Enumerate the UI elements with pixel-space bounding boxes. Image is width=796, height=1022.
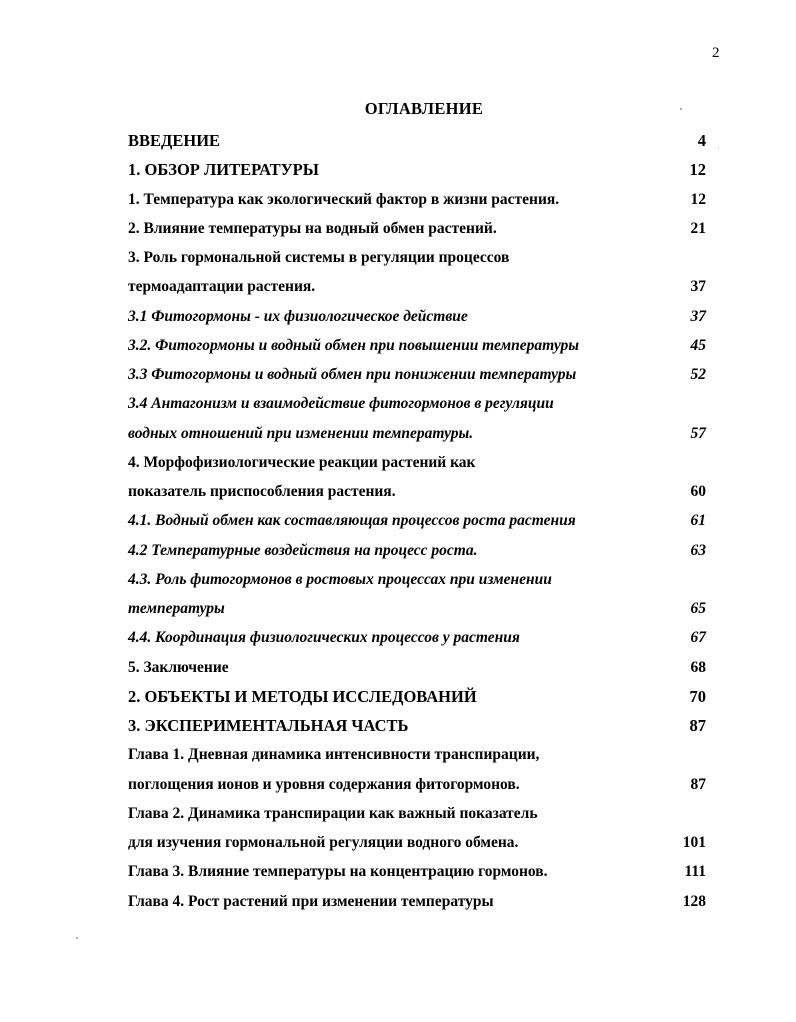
toc-entry bbox=[128, 887, 706, 916]
toc-entry bbox=[128, 331, 706, 360]
toc-entry-page: 52 bbox=[690, 366, 706, 383]
toc-entry bbox=[128, 799, 706, 828]
toc-entry bbox=[128, 477, 706, 506]
toc-entry-text: поглощения ионов и уровня содержания фитогормонов. bbox=[128, 775, 520, 793]
toc-entry-page: 65 bbox=[690, 600, 706, 617]
toc-entry-literature-review bbox=[128, 155, 706, 184]
toc-entry-text: 3. Роль гормональной системы в регуляции процессов bbox=[128, 249, 510, 266]
scan-speck bbox=[76, 937, 78, 939]
toc-entry-text: 4.4. Координация физиологических процессов у растения bbox=[128, 629, 520, 647]
scan-speck bbox=[680, 108, 682, 110]
toc-entry-text: 2. Влияние температуры на водный обмен растений. bbox=[128, 219, 497, 237]
toc-entry-page: 111 bbox=[684, 863, 706, 881]
toc-entry bbox=[128, 770, 706, 799]
toc-entry bbox=[128, 506, 706, 535]
toc-entry-introduction bbox=[128, 126, 706, 155]
toc-entry-text: 4.1. Водный обмен как составляющая процессов роста растения bbox=[128, 512, 576, 530]
page-number: 2 bbox=[712, 45, 720, 61]
toc-entry bbox=[128, 857, 706, 886]
toc-entry bbox=[128, 185, 706, 214]
toc-entry-text: 1. ОБЗОР ЛИТЕРАТУРЫ bbox=[128, 160, 319, 180]
toc-title: ОГЛАВЛЕНИЕ bbox=[364, 99, 484, 118]
toc-entry bbox=[128, 214, 706, 243]
table-of-contents bbox=[128, 126, 706, 916]
toc-entry-page: 12 bbox=[690, 190, 706, 208]
toc-entry-text: Глава 3. Влияние температуры на концентрацию гормонов. bbox=[128, 863, 548, 881]
toc-entry-page: 101 bbox=[682, 834, 706, 851]
toc-entry-page: 37 bbox=[690, 278, 706, 296]
toc-entry-text: 4.3. Роль фитогормонов в ростовых процессах при изменении bbox=[128, 570, 552, 588]
toc-entry-text: показатель приспособления растения. bbox=[128, 483, 396, 500]
toc-entry-text: 2. ОБЪЕКТЫ И МЕТОДЫ ИССЛЕДОВАНИЙ bbox=[128, 686, 477, 706]
toc-entry-text: термоадаптации растения. bbox=[128, 278, 316, 296]
toc-entry-page: 128 bbox=[682, 892, 706, 910]
toc-entry-text: 4.2 Температурные воздействия на процесс роста. bbox=[128, 541, 478, 559]
toc-entry-text: для изучения гормональной регуляции водного обмена. bbox=[128, 834, 519, 851]
toc-entry bbox=[128, 419, 706, 448]
toc-entry bbox=[128, 302, 706, 331]
toc-entry-text: 3.1 Фитогормоны - их физиологическое действие bbox=[128, 307, 468, 325]
toc-entry-text: 3.4 Антагонизм и взаимодействие фитогормонов в регуляции bbox=[128, 395, 554, 413]
toc-entry-text: ВВЕДЕНИЕ bbox=[128, 131, 221, 150]
toc-entry-page: 87 bbox=[689, 716, 706, 735]
toc-entry bbox=[128, 594, 706, 623]
toc-entry-page: 63 bbox=[690, 541, 706, 559]
toc-entry-text: Глава 1. Дневная динамика интенсивности транспирации, bbox=[128, 746, 540, 764]
toc-entry-text: 3.3 Фитогормоны и водный обмен при понижении температуры bbox=[128, 366, 577, 383]
toc-entry-page: 37 bbox=[690, 307, 706, 325]
toc-entry-page: 57 bbox=[690, 424, 706, 442]
toc-entry-page: 60 bbox=[690, 483, 706, 500]
toc-entry-page: 67 bbox=[690, 629, 706, 647]
toc-entry-text: 5. Заключение bbox=[128, 658, 229, 676]
toc-entry-page: 12 bbox=[689, 160, 706, 180]
toc-entry-text: 1. Температура как экологический фактор в жизни растения. bbox=[128, 190, 560, 208]
toc-entry bbox=[128, 360, 706, 389]
scan-speck bbox=[718, 148, 719, 149]
toc-entry bbox=[128, 243, 706, 272]
toc-entry bbox=[128, 653, 706, 682]
toc-entry-experimental-part bbox=[128, 711, 706, 740]
toc-entry-text: Глава 4. Рост растений при изменении температуры bbox=[128, 892, 494, 910]
toc-entry-page: 21 bbox=[690, 219, 706, 237]
toc-entry-text: 4. Морфофизиологические реакции растений как bbox=[128, 453, 476, 471]
toc-entry bbox=[128, 448, 706, 477]
toc-entry-text: водных отношений при изменении температуры. bbox=[128, 424, 474, 442]
toc-entry-text: 3. ЭКСПЕРИМЕНТАЛЬНАЯ ЧАСТЬ bbox=[128, 716, 409, 735]
toc-entry-page: 87 bbox=[690, 775, 706, 793]
toc-entry bbox=[128, 536, 706, 565]
toc-entry-text: 3.2. Фитогормоны и водный обмен при повышении температуры bbox=[128, 336, 579, 354]
toc-entry-page: 4 bbox=[697, 131, 706, 150]
toc-entry-page: 70 bbox=[689, 686, 706, 706]
toc-entry bbox=[128, 389, 706, 418]
toc-entry-page: 45 bbox=[690, 336, 706, 354]
toc-entry bbox=[128, 740, 706, 769]
toc-entry-page: 68 bbox=[690, 658, 706, 676]
toc-entry bbox=[128, 272, 706, 301]
toc-entry-page: 61 bbox=[690, 512, 706, 530]
toc-entry-text: Глава 2. Динамика транспирации как важный показатель bbox=[128, 804, 538, 822]
toc-entry-text: температуры bbox=[128, 600, 225, 617]
toc-entry bbox=[128, 565, 706, 594]
toc-entry bbox=[128, 623, 706, 652]
toc-entry bbox=[128, 828, 706, 857]
toc-entry-objects-methods bbox=[128, 682, 706, 711]
